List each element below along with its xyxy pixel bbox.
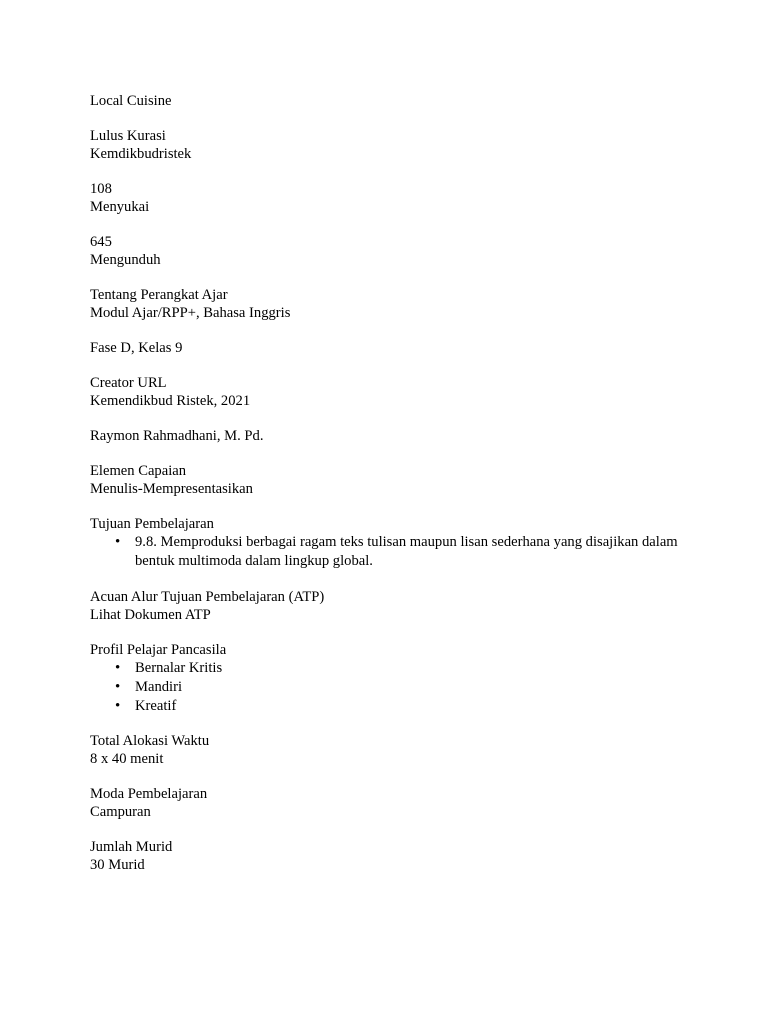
- students-value: 30 Murid: [90, 857, 145, 873]
- downloads-count: 645: [90, 234, 112, 250]
- profile-item: Bernalar Kritis: [135, 660, 223, 676]
- profile-item: Kreatif: [135, 698, 177, 714]
- element-heading: Elemen Capaian: [90, 463, 187, 479]
- list-item: [90, 533, 690, 571]
- list-item: [90, 697, 690, 716]
- document-title: Local Cuisine: [90, 93, 172, 109]
- creator-heading: Creator URL: [90, 375, 167, 391]
- profile-heading: Profil Pelajar Pancasila: [90, 642, 227, 658]
- students-heading: Jumlah Murid: [90, 839, 173, 855]
- atp-value: Lihat Dokumen ATP: [90, 607, 211, 623]
- time-heading: Total Alokasi Waktu: [90, 733, 210, 749]
- author-name: Raymon Rahmadhani, M. Pd.: [90, 428, 264, 444]
- time-value: 8 x 40 menit: [90, 751, 164, 767]
- bullet-icon: •: [115, 698, 121, 714]
- document-page: [90, 92, 690, 874]
- creator-value: Kemendikbud Ristek, 2021: [90, 393, 251, 409]
- curation-status: Lulus Kurasi: [90, 128, 166, 144]
- element-value: Menulis-Mempresentasikan: [90, 481, 253, 497]
- about-heading: Tentang Perangkat Ajar: [90, 287, 228, 303]
- bullet-icon: •: [115, 679, 121, 695]
- mode-value: Campuran: [90, 804, 151, 820]
- curation-by: Kemdikbudristek: [90, 146, 192, 162]
- downloads-label: Mengunduh: [90, 252, 161, 268]
- phase-text: Fase D, Kelas 9: [90, 340, 183, 356]
- about-value: Modul Ajar/RPP+, Bahasa Inggris: [90, 305, 291, 321]
- objectives-list: [90, 533, 690, 571]
- bullet-icon: •: [115, 660, 121, 676]
- profile-item: Mandiri: [135, 679, 183, 695]
- bullet-icon: •: [115, 534, 121, 550]
- likes-label: Menyukai: [90, 199, 150, 215]
- mode-heading: Moda Pembelajaran: [90, 786, 208, 802]
- profile-list: [90, 659, 690, 716]
- objectives-heading: Tujuan Pembelajaran: [90, 516, 214, 532]
- list-item: [90, 678, 690, 697]
- likes-count: 108: [90, 181, 112, 197]
- list-item: [90, 659, 690, 678]
- objective-text: 9.8. Memproduksi berbagai ragam teks tulisan maupun lisan sederhana yang disajikan dalam bentuk multimoda dalam lingkup global.: [135, 534, 678, 569]
- atp-heading: Acuan Alur Tujuan Pembelajaran (ATP): [90, 589, 325, 605]
